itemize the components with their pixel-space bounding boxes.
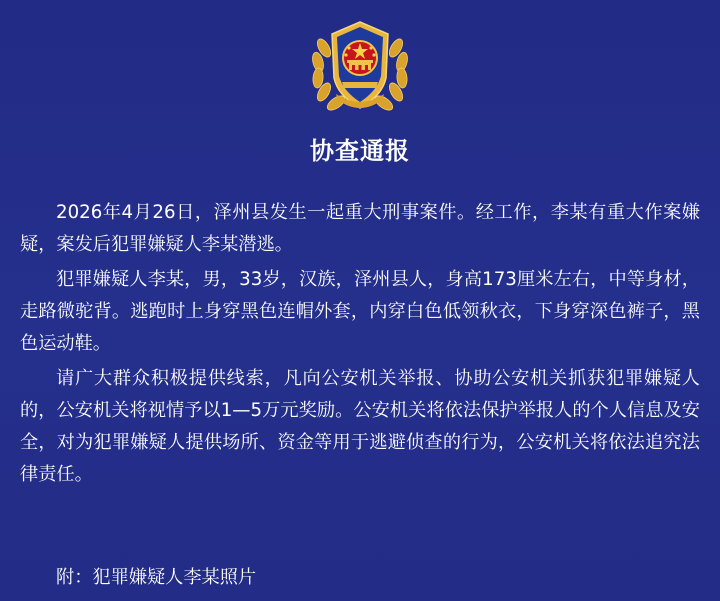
notice-body [20,197,700,494]
notice-paragraph: 请广大群众积极提供线索，凡向公安机关举报、协助公安机关抓获犯罪嫌疑人的，公安机关将视情予以1—5万元奖励。公安机关将依法保护举报人的个人信息及安全，对为犯罪嫌疑人提供场所、资金等用于逃避侦查的行为，公安机关将依法追究法律责任。 [20,368,700,485]
police-emblem-icon [306,18,414,120]
notice-paragraph: 犯罪嫌疑人李某，男，33岁，汉族，泽州县人，身高173厘米左右，中等身材，走路微驼背。逃跑时上身穿黑色连帽外套，内穿白色低领秋衣，下身穿深色裤子，黑色运动鞋。 [20,269,700,354]
notice-paragraph: 2026年4月26日，泽州县发生一起重大刑事案件。经工作，李某有重大作案嫌疑，案发后犯罪嫌疑人李某潜逃。 [20,202,700,255]
attachment-note: 附：犯罪嫌疑人李某照片 [56,567,257,588]
notice-title: 协查通报 [310,137,410,165]
